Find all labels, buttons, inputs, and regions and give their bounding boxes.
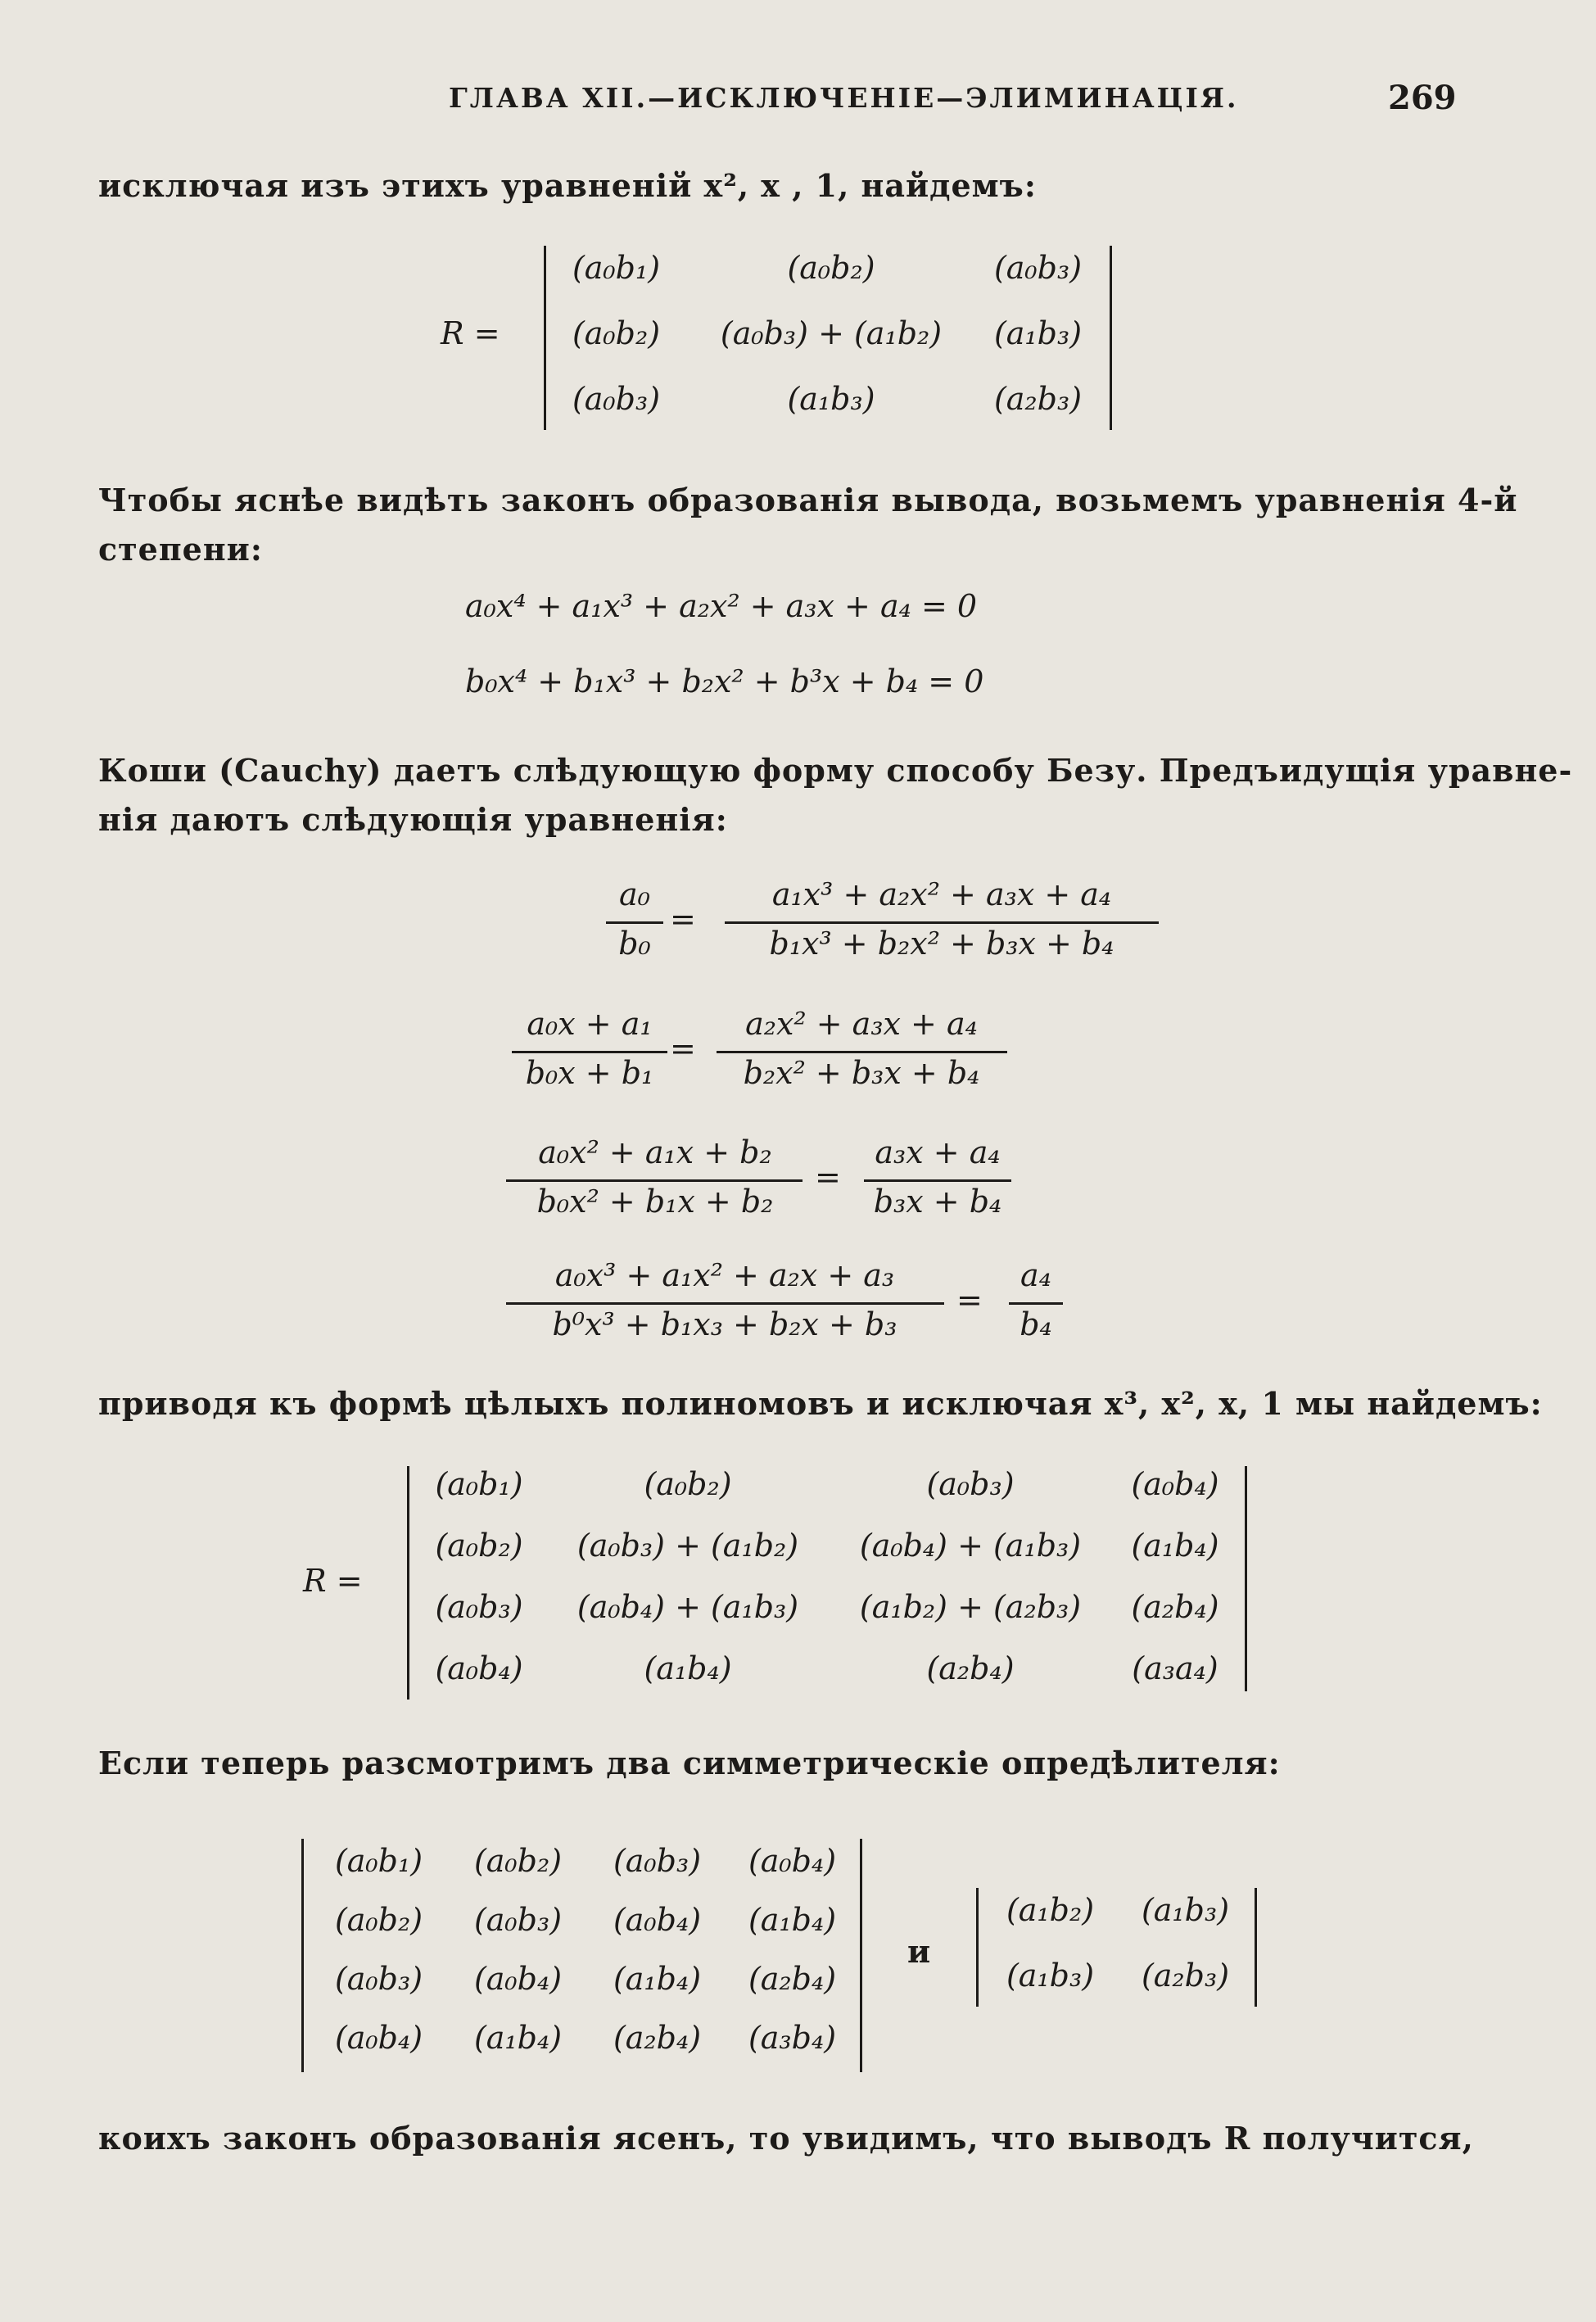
equation-a: a₀x⁴ + a₁x³ + a₂x² + a₃x + a₄ = 0 — [465, 588, 978, 624]
det4-right-bar — [1245, 1466, 1247, 1691]
det4-cell: (a₀b₄) — [1131, 1466, 1219, 1502]
page-number: 269 — [1388, 79, 1457, 117]
fraction-4-right-denominator: b₄ — [1020, 1306, 1052, 1342]
fraction-1-left-bar — [606, 921, 663, 924]
sym-small-cell: (a₁b₃) — [1141, 1892, 1230, 1928]
det3-left-bar — [544, 246, 546, 430]
fraction-3-right-denominator: b₃x + b₄ — [873, 1184, 1002, 1220]
sym-big-cell: (a₀b₃) — [473, 1902, 563, 1938]
fraction-4-left-numerator: a₀x³ + a₁x² + a₂x + a₃ — [554, 1257, 895, 1293]
fraction-2-left-denominator: b₀x + b₁ — [525, 1055, 654, 1091]
fraction-3-left-bar — [506, 1179, 803, 1182]
det4-lhs: R = — [303, 1563, 363, 1599]
sym-big-cell: (a₁b₄) — [748, 1902, 837, 1938]
fraction-2-right-numerator: a₂x² + a₃x + a₄ — [745, 1006, 978, 1042]
det4-left-bar — [407, 1466, 409, 1700]
det4-cell: (a₁b₂) + (a₂b₃) — [859, 1589, 1082, 1625]
fraction-3-left-numerator: a₀x² + a₁x + b₂ — [538, 1134, 772, 1170]
fraction-3-left-denominator: b₀x² + b₁x + b₂ — [536, 1184, 774, 1220]
fraction-4-equals: = — [956, 1282, 983, 1318]
det3-cell: (a₂b₃) — [993, 381, 1083, 417]
det4-cell: (a₁b₄) — [644, 1650, 732, 1686]
sym-small-left-bar — [976, 1888, 979, 2007]
sym-big-left-bar — [301, 1839, 304, 2072]
fraction-4-left-denominator: b⁰x³ + b₁x₃ + b₂x + b₃ — [552, 1306, 897, 1342]
paragraph-1: исключая изъ этихъ уравненій x², x , 1, найдемъ: — [98, 167, 1037, 204]
det3-cell: (a₀b₁) — [572, 250, 661, 286]
paragraph-3-line-1: Коши (Cauchy) даетъ слѣдующую форму способу Безу. Предъидущія уравне- — [98, 752, 1573, 789]
det4-cell: (a₀b₄) — [435, 1650, 523, 1686]
sym-big-cell: (a₀b₂) — [334, 1902, 423, 1938]
sym-big-cell: (a₁b₄) — [473, 2020, 563, 2056]
det3-cell: (a₀b₃) — [572, 381, 661, 417]
fraction-2-right-bar — [717, 1051, 1007, 1053]
sym-big-cell: (a₀b₄) — [334, 2020, 423, 2056]
sym-small-cell: (a₁b₃) — [1006, 1958, 1095, 1994]
sym-big-cell: (a₃b₄) — [748, 2020, 837, 2056]
sym-big-cell: (a₀b₂) — [473, 1843, 563, 1879]
sym-big-cell: (a₁b₄) — [613, 1961, 702, 1997]
det3-lhs: R = — [441, 315, 500, 351]
det3-cell: (a₀b₂) — [787, 250, 875, 286]
det4-cell: (a₀b₂) — [644, 1466, 732, 1502]
sym-big-cell: (a₀b₃) — [334, 1961, 423, 1997]
fraction-2-left-bar — [512, 1051, 667, 1053]
det4-cell: (a₀b₄) + (a₁b₃) — [576, 1589, 799, 1625]
fraction-1-left-numerator: a₀ — [619, 876, 650, 912]
det4-cell: (a₀b₃) + (a₁b₂) — [576, 1528, 799, 1564]
sym-small-cell: (a₁b₂) — [1006, 1892, 1095, 1928]
running-title: ГЛАВА XII.—ИСКЛЮЧЕНІЕ—ЭЛИМИНАЦІЯ. — [449, 82, 1239, 114]
sym-big-cell: (a₀b₄) — [613, 1902, 702, 1938]
det3-cell: (a₀b₃) + (a₁b₂) — [720, 315, 943, 351]
det3-cell: (a₁b₃) — [993, 315, 1083, 351]
fraction-1-left-denominator: b₀ — [618, 926, 651, 962]
fraction-2-right-denominator: b₂x² + b₃x + b₄ — [743, 1055, 980, 1091]
fraction-4-right-bar — [1009, 1302, 1063, 1305]
sym-big-cell: (a₀b₃) — [613, 1843, 702, 1879]
det3-cell: (a₀b₂) — [572, 315, 661, 351]
det4-cell: (a₂b₄) — [926, 1650, 1015, 1686]
fraction-1-right-numerator: a₁x³ + a₂x² + a₃x + a₄ — [771, 876, 1112, 912]
paragraph-2-line-2: степени: — [98, 531, 263, 568]
fraction-2-left-numerator: a₀x + a₁ — [527, 1006, 653, 1042]
det3-cell: (a₁b₃) — [787, 381, 875, 417]
fraction-1-right-bar — [725, 921, 1159, 924]
det4-cell: (a₁b₄) — [1131, 1528, 1219, 1564]
fraction-4-right-numerator: a₄ — [1020, 1257, 1051, 1293]
det4-cell: (a₀b₁) — [435, 1466, 523, 1502]
det4-cell: (a₀b₃) — [926, 1466, 1015, 1502]
det4-cell: (a₃a₄) — [1132, 1650, 1218, 1686]
det4-cell: (a₀b₄) + (a₁b₃) — [859, 1528, 1082, 1564]
sym-small-right-bar — [1255, 1888, 1257, 2007]
fraction-2-equals: = — [670, 1030, 696, 1066]
sym-big-right-bar — [860, 1839, 862, 2072]
sym-big-cell: (a₀b₄) — [473, 1961, 563, 1997]
sym-big-cell: (a₂b₄) — [613, 2020, 702, 2056]
paragraph-5: Если теперь разсмотримъ два симметрическіе опредѣлителя: — [98, 1745, 1281, 1781]
fraction-1-equals: = — [670, 901, 696, 937]
fraction-3-equals: = — [815, 1159, 841, 1195]
fraction-3-right-bar — [864, 1179, 1011, 1182]
fraction-3-right-numerator: a₃x + a₄ — [875, 1134, 1001, 1170]
sym-big-cell: (a₀b₄) — [748, 1843, 837, 1879]
paragraph-3-line-2: нія даютъ слѣдующія уравненія: — [98, 801, 728, 838]
det3-cell: (a₀b₃) — [993, 250, 1083, 286]
fraction-1-right-denominator: b₁x³ + b₂x² + b₃x + b₄ — [769, 926, 1114, 962]
sym-big-cell: (a₀b₁) — [334, 1843, 423, 1879]
paragraph-2-line-1: Чтобы яснѣе видѣть законъ образованія вывода, возьмемъ уравненія 4-й — [98, 482, 1518, 518]
conjunction-and: и — [907, 1933, 932, 1970]
sym-small-cell: (a₂b₃) — [1141, 1958, 1230, 1994]
paragraph-6: коихъ законъ образованія ясенъ, то увидимъ, что выводъ R получится, — [98, 2120, 1474, 2157]
sym-big-cell: (a₂b₄) — [748, 1961, 837, 1997]
fraction-4-left-bar — [506, 1302, 944, 1305]
det4-cell: (a₂b₄) — [1131, 1589, 1219, 1625]
det4-cell: (a₀b₂) — [435, 1528, 523, 1564]
paragraph-4: приводя къ формѣ цѣлыхъ полиномовъ и исключая x³, x², x, 1 мы найдемъ: — [98, 1385, 1543, 1422]
det3-right-bar — [1110, 246, 1112, 430]
equation-b: b₀x⁴ + b₁x³ + b₂x² + b³x + b₄ = 0 — [465, 663, 984, 699]
det4-cell: (a₀b₃) — [435, 1589, 523, 1625]
